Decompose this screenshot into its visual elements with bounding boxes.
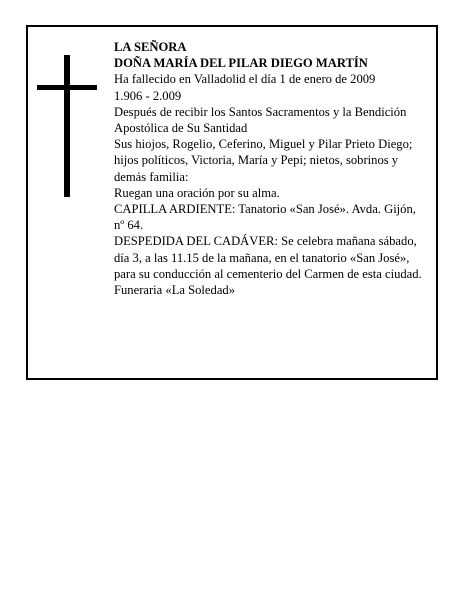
family-list: Sus hiojos, Rogelio, Ceferino, Miguel y Pilar Prieto Diego; hijos políticos, Victoria, María y Pepi; nietos, sobrinos y demás familia: <box>114 137 413 184</box>
sacraments-text: Después de recibir los Santos Sacramentos y la Bendición Apostólica de Su Santidad <box>114 104 407 136</box>
obituary-heading: LA SEÑORA <box>114 40 187 54</box>
deceased-name: DOÑA MARÍA DEL PILAR DIEGO MARTÍN <box>114 56 368 71</box>
cross-vertical-bar <box>64 55 70 197</box>
farewell-info: DESPEDIDA DEL CADÁVER: Se celebra mañana sábado, día 3, a las 11.15 de la mañana, en el tanatorio «San José», para su conducción al cementerio del Carmen de esta ciudad. <box>114 234 422 281</box>
prayer-request: Ruegan una oración por su alma. <box>114 185 280 200</box>
obituary-text-block <box>114 39 424 298</box>
chapel-info: CAPILLA ARDIENTE: Tanatorio «San José». Avda. Gijón, nº 64. <box>114 202 416 233</box>
life-years: 1.906 - 2.009 <box>114 88 182 103</box>
funeral-home: Funeraria «La Soledad» <box>114 283 235 298</box>
cross-horizontal-bar <box>37 85 97 90</box>
death-announcement: Ha fallecido en Valladolid el día 1 de enero de 2009 <box>114 72 376 87</box>
